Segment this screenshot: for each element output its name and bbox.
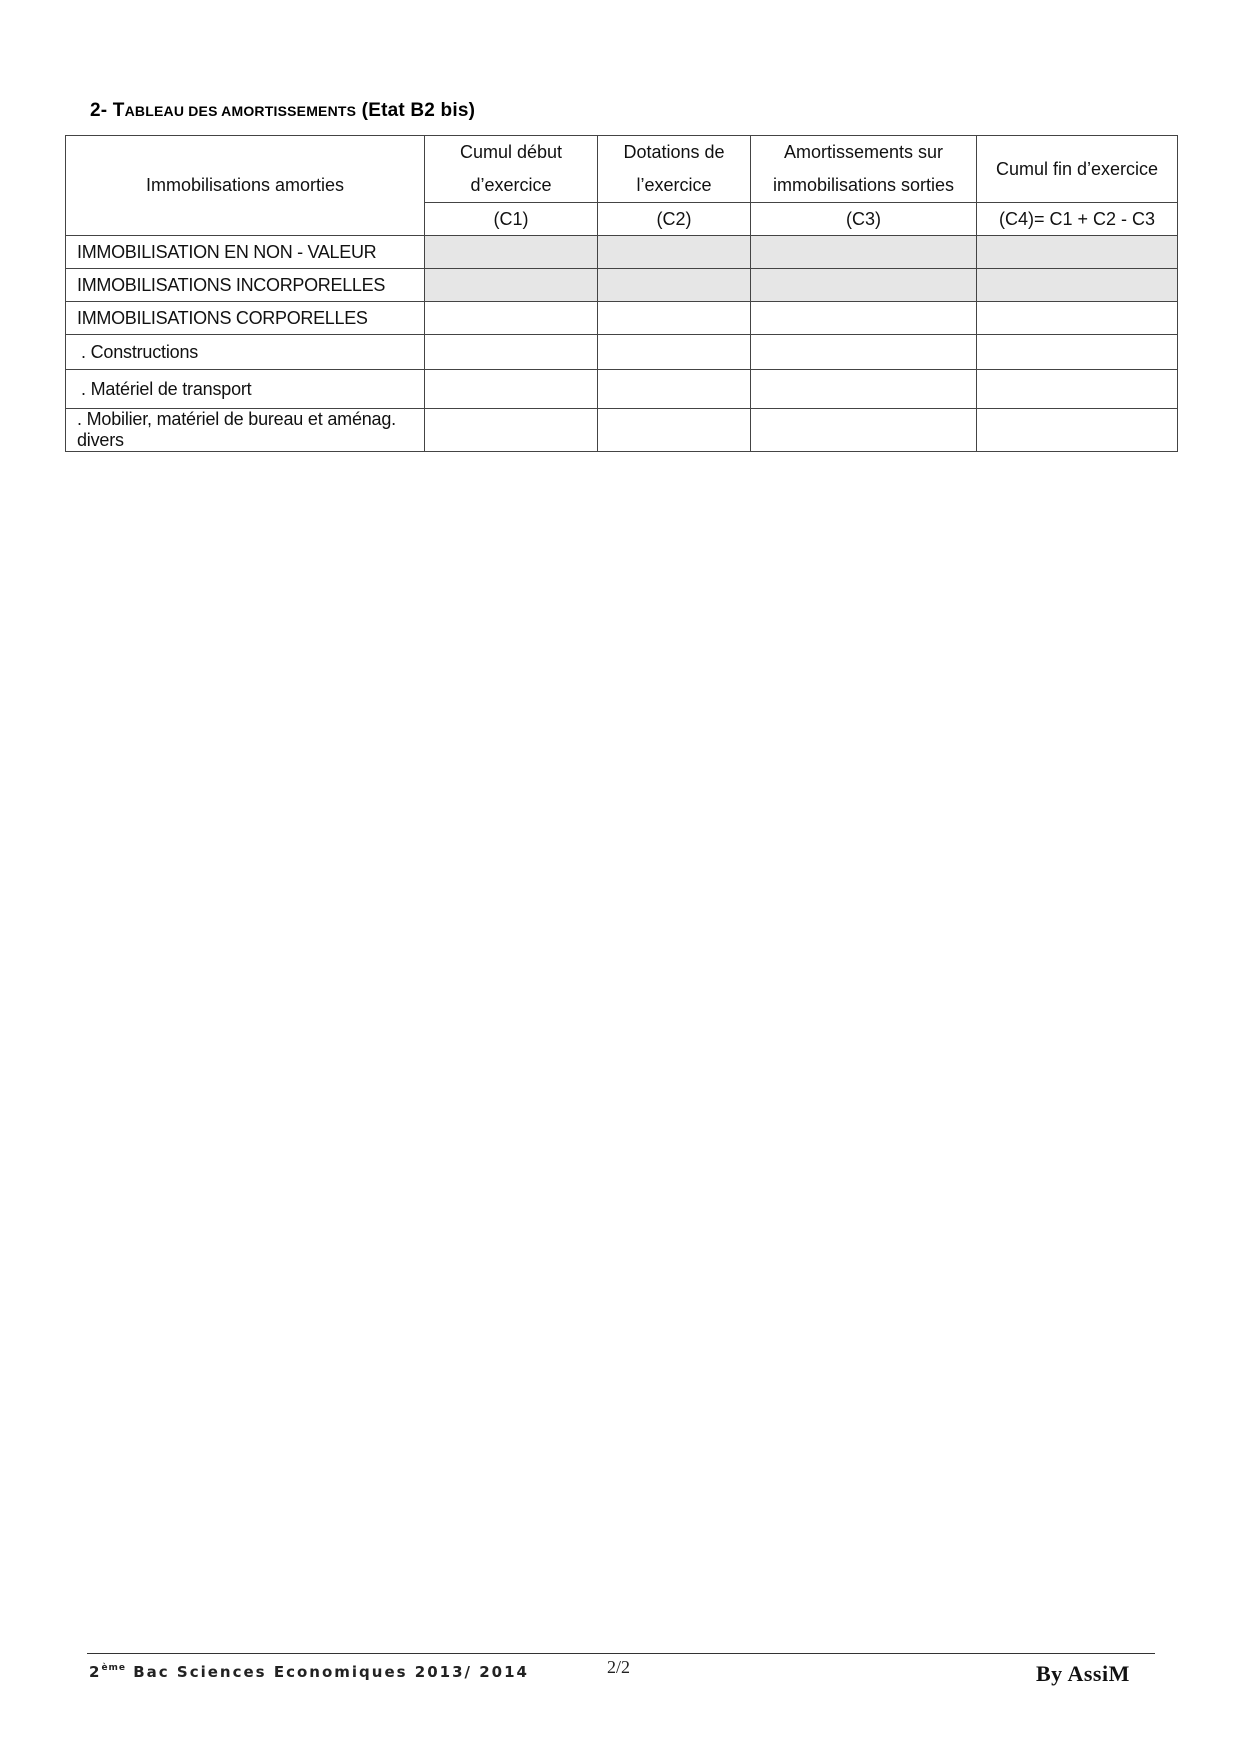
section-title-text: ABLEAU DES AMORTISSEMENTS bbox=[124, 103, 357, 119]
section-title bbox=[90, 100, 475, 122]
header-dotations-line1: Dotations de bbox=[623, 142, 725, 162]
footer-level-number: 2 bbox=[89, 1663, 102, 1681]
footer-divider bbox=[87, 1653, 1155, 1654]
table-cell bbox=[977, 335, 1178, 370]
table-cell bbox=[598, 370, 751, 409]
row-label: IMMOBILISATION EN NON - VALEUR bbox=[66, 236, 425, 269]
table-row bbox=[66, 409, 1178, 452]
header-cumul-debut bbox=[425, 136, 598, 203]
table-cell bbox=[751, 302, 977, 335]
table-cell bbox=[598, 236, 751, 269]
code-c3: (C3) bbox=[751, 203, 977, 236]
footer-level-sup: ème bbox=[101, 1663, 127, 1673]
header-amortissements-line2: immobilisations sorties bbox=[772, 175, 955, 195]
table-row bbox=[66, 302, 1178, 335]
section-title-initial: T bbox=[112, 100, 125, 121]
table-cell bbox=[751, 236, 977, 269]
table-cell bbox=[977, 236, 1178, 269]
page-number: 2/2 bbox=[607, 1657, 631, 1677]
table-cell bbox=[425, 302, 598, 335]
table-cell bbox=[598, 302, 751, 335]
row-label: IMMOBILISATIONS INCORPORELLES bbox=[66, 269, 425, 302]
header-cumul-debut-line2: d’exercice bbox=[470, 175, 552, 195]
table-row bbox=[66, 269, 1178, 302]
footer-level bbox=[89, 1663, 529, 1681]
row-label: . Mobilier, matériel de bureau et aménag. divers bbox=[66, 409, 425, 452]
table-header-row bbox=[66, 136, 1178, 203]
table-cell bbox=[977, 370, 1178, 409]
row-label: IMMOBILISATIONS CORPORELLES bbox=[66, 302, 425, 335]
header-immobilisations-amorties: Immobilisations amorties bbox=[66, 136, 425, 236]
table-cell bbox=[751, 370, 977, 409]
section-subtitle: (Etat B2 bis) bbox=[356, 100, 476, 121]
table-cell bbox=[425, 370, 598, 409]
table-cell bbox=[425, 269, 598, 302]
row-label: . Matériel de transport bbox=[66, 370, 425, 409]
table-cell bbox=[751, 269, 977, 302]
table-cell bbox=[977, 409, 1178, 452]
table-row bbox=[66, 370, 1178, 409]
code-c1: (C1) bbox=[425, 203, 598, 236]
table-cell bbox=[598, 269, 751, 302]
table-cell bbox=[425, 409, 598, 452]
amortization-table bbox=[65, 135, 1178, 452]
header-cumul-fin: Cumul fin d’exercice bbox=[977, 136, 1178, 203]
table-cell bbox=[425, 335, 598, 370]
table-cell bbox=[598, 409, 751, 452]
row-label: . Constructions bbox=[66, 335, 425, 370]
table-cell bbox=[751, 335, 977, 370]
header-cumul-debut-line1: Cumul début bbox=[459, 142, 563, 162]
table-cell bbox=[425, 236, 598, 269]
header-dotations bbox=[598, 136, 751, 203]
table-row bbox=[66, 236, 1178, 269]
footer-level-text: Bac Sciences Economiques 2013/ 2014 bbox=[126, 1663, 529, 1681]
table-cell bbox=[977, 269, 1178, 302]
section-number: 2- bbox=[90, 100, 113, 121]
table-cell bbox=[598, 335, 751, 370]
table-row bbox=[66, 335, 1178, 370]
code-c4: (C4)= C1 + C2 - C3 bbox=[977, 203, 1178, 236]
table-cell bbox=[977, 302, 1178, 335]
footer-author: By AssiM bbox=[1036, 1661, 1130, 1686]
header-dotations-line2: l’exercice bbox=[636, 175, 712, 195]
table-cell bbox=[751, 409, 977, 452]
code-c2: (C2) bbox=[598, 203, 751, 236]
header-amortissements-line1: Amortissements sur bbox=[783, 142, 944, 162]
header-amortissements-sorties bbox=[751, 136, 977, 203]
